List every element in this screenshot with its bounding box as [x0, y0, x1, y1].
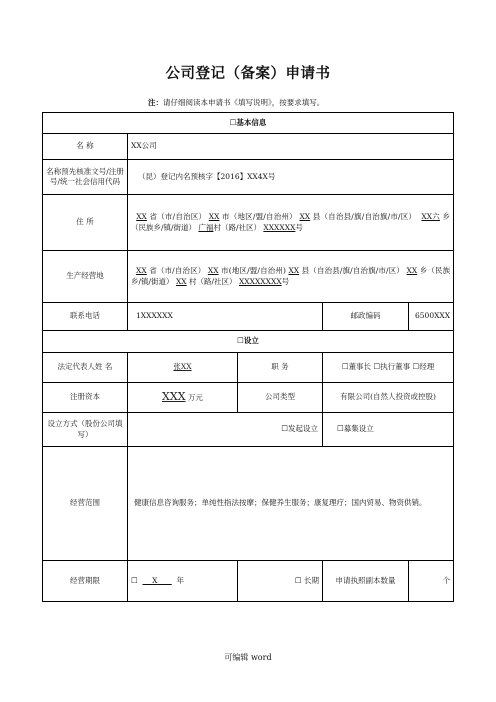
biz-village-unit: 村（路/社区） — [189, 276, 237, 286]
residence-label: 住 所 — [43, 195, 128, 251]
residence-village-unit: 村（路/社区） — [213, 222, 261, 232]
term-years-field[interactable] — [143, 576, 172, 585]
page-title: 公司登记（备案）申请书 — [165, 66, 331, 82]
establish-method-label: 设立方式（股份公司填写） — [43, 413, 128, 447]
position-options[interactable]: ☐董事长 ☐执行董事 ☐经理 — [323, 353, 454, 383]
residence-province[interactable]: XX — [136, 212, 147, 222]
residence-town-unit: 乡（民族乡/镇/街道） — [131, 212, 451, 232]
residence-county-unit: 县（自治县/旗/自治旗/市/区） — [312, 212, 417, 222]
residence-number-unit: 号 — [295, 222, 303, 232]
company-type-field[interactable]: 有限公司(自然人投资或控股) — [323, 383, 454, 413]
biz-number-unit: 号 — [281, 276, 290, 286]
biz-village[interactable]: XX — [175, 276, 187, 286]
biz-number[interactable]: XXXXXXXX — [238, 276, 282, 286]
term-year-checkbox[interactable]: ☐ — [131, 575, 138, 585]
residence-village[interactable]: 广福 — [198, 222, 214, 232]
approval-number-field[interactable]: （昆）登记内名预核字【2016】XX4X号 — [128, 160, 454, 195]
long-term-option[interactable]: ☐ 长期 — [238, 561, 323, 602]
phone-label: 联系电话 — [43, 303, 128, 331]
name-label: 名 称 — [43, 134, 128, 160]
capital-field[interactable]: XXX — [162, 390, 186, 404]
postcode-label: 邮政编码 — [323, 303, 409, 331]
section-setup: ☐设立 — [43, 331, 454, 353]
position-label: 职 务 — [238, 353, 323, 383]
approval-number-label: 名称预先核准文号/注册号/统一社会信用代码 — [43, 160, 128, 195]
biz-county[interactable]: XX — [288, 266, 300, 276]
residence-province-unit: 省（市/自治区） — [149, 212, 207, 222]
term-label: 经营期限 — [43, 561, 128, 602]
business-address-label: 生产经营地 — [43, 251, 128, 303]
residence-town[interactable]: XX六 — [421, 212, 440, 222]
biz-town-unit: 乡（民族乡/镇/街道） — [131, 266, 451, 286]
option-initiate[interactable]: ☐发起设立 — [128, 413, 323, 447]
biz-province[interactable]: XX — [136, 266, 147, 276]
footer-text: 可编辑 word — [224, 653, 272, 662]
term-year-unit: 年 — [176, 575, 184, 585]
note-prefix: 注： — [148, 98, 163, 107]
biz-city[interactable]: XX — [207, 266, 219, 276]
term-years-value: X — [152, 575, 158, 585]
business-address-field[interactable] — [128, 251, 454, 303]
capital-unit: 万元 — [187, 393, 203, 403]
residence-county[interactable]: XX — [299, 212, 311, 222]
instruction-note — [148, 97, 324, 108]
capital-label: 注册资本 — [43, 383, 128, 413]
option-raise[interactable]: ☐募集设立 — [323, 413, 454, 447]
legal-rep-field[interactable]: 张XX — [128, 353, 238, 383]
business-scope-label: 经营范围 — [43, 447, 128, 561]
biz-province-unit: 省（市/自治区） — [149, 266, 206, 276]
biz-city-unit: 市(地区/盟/自治州) — [221, 266, 286, 276]
application-form — [42, 112, 454, 602]
phone-field[interactable]: 1XXXXXX — [128, 303, 323, 331]
section-basic-info: ☐基本信息 — [43, 113, 454, 134]
biz-county-unit: 县（自治县/旗/自治旗/市/区） — [301, 266, 404, 276]
business-scope-field[interactable]: 健康信息咨询服务；单纯性指法按摩；保健养生服务；康复理疗；国内贸易、物资供销。 — [128, 447, 454, 561]
company-type-label: 公司类型 — [238, 383, 323, 413]
postcode-field[interactable]: 6500XXX — [409, 303, 454, 331]
residence-city-unit: 市（地区/盟/自治州） — [222, 212, 297, 222]
note-text: 请仔细阅读本申请书《填写说明》，按要求填写。 — [163, 98, 325, 107]
legal-rep-label: 法定代表人姓 名 — [43, 353, 128, 383]
residence-number[interactable]: XXXXXX — [263, 222, 296, 232]
copies-label: 申请执照副本数量 — [323, 561, 409, 602]
residence-city[interactable]: XX — [208, 212, 220, 222]
biz-town[interactable]: XX — [406, 266, 418, 276]
company-name-field[interactable]: XX公司 — [128, 134, 454, 160]
copies-field[interactable]: 个 — [409, 561, 454, 602]
residence-field[interactable] — [128, 195, 454, 251]
